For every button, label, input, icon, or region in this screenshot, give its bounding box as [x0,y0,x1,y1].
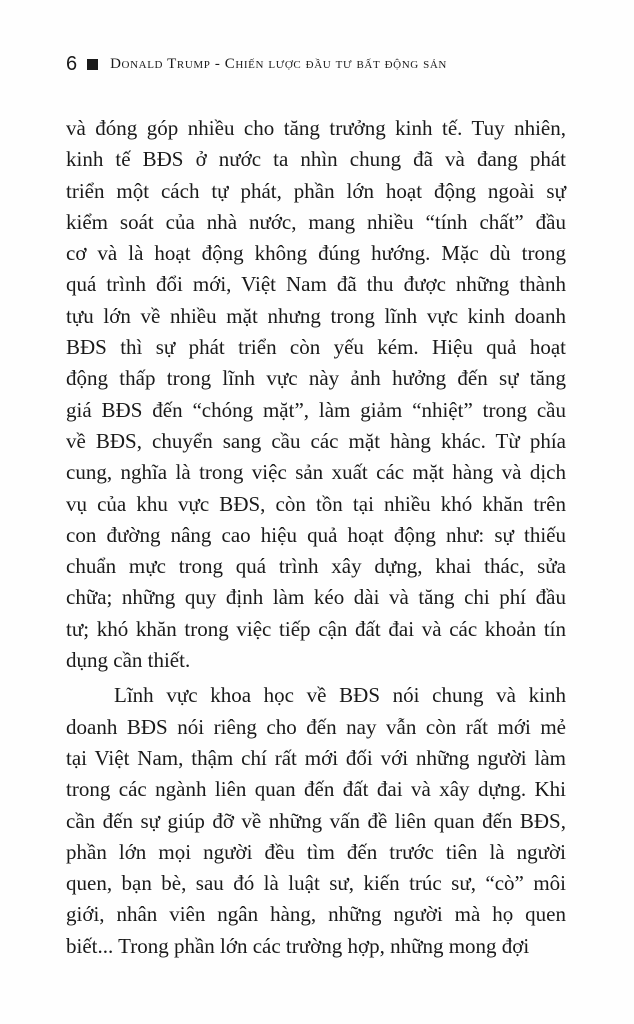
text-line: tựu lớn về nhiều mặt nhưng trong lĩnh vực kinh doanh [66,303,566,328]
text-line: phần lớn mọi người đều tìm đến trước tiên là người [66,839,566,864]
text-line: dụng cần thiết. [66,648,191,673]
text-line: biết... Trong phần lớn các trường hợp, những mong đợi [66,933,530,958]
text-line: giá BĐS đến “chóng mặt”, làm giảm “nhiệt” trong cầu [66,397,566,422]
paragraph-2 [66,680,566,962]
text-line: Lĩnh vực khoa học về BĐS nói chung và kinh [114,683,566,708]
running-title: Donald Trump - Chiến lược đầu tư bất động sản [110,56,447,72]
text-line: BĐS thì sự phát triển còn yếu kém. Hiệu quả hoạt [66,335,566,360]
text-line: cần đến sự giúp đỡ về những vấn đề liên quan đến BĐS, [66,808,566,833]
text-line: vụ của khu vực BĐS, còn tồn tại nhiều khó khăn trên [66,491,566,516]
text-line: triển một cách tự phát, phần lớn hoạt động ngoài sự [66,178,566,203]
text-line: quá trình đổi mới, Việt Nam đã thu được những thành [66,272,566,297]
running-header [66,52,447,76]
text-line: giới, nhân viên ngân hàng, những người mà họ quen [66,902,566,927]
text-line: kinh tế BĐS ở nước ta nhìn chung đã và đang phát [66,147,566,172]
text-line: doanh BĐS nói riêng cho đến nay vẫn còn rất mới mẻ [66,714,566,739]
text-line: chữa; những quy định làm kéo dài và tăng chi phí đầu [66,585,566,610]
body-text [66,113,566,962]
paragraph-1 [66,113,566,676]
page-number: 6 [66,53,78,75]
text-line: con đường nâng cao hiệu quả hoạt động như: sự thiếu [66,522,566,547]
text-line: và đóng góp nhiều cho tăng trưởng kinh tế. Tuy nhiên, [66,116,566,140]
text-line: tư; khó khăn trong việc tiếp cận đất đai và các khoản tín [66,616,566,641]
text-line: động thấp trong lĩnh vực này ảnh hưởng đến sự tăng [66,366,566,391]
text-line: cung, nghĩa là trong việc sản xuất các mặt hàng và dịch [66,460,566,485]
text-line: về BĐS, chuyển sang cầu các mặt hàng khác. Từ phía [66,428,566,453]
text-line: chuẩn mực trong quá trình xây dựng, khai thác, sửa [66,554,566,579]
text-line: trong các ngành liên quan đến đất đai và xây dựng. Khi [66,777,566,802]
text-line: kiểm soát của nhà nước, mang nhiều “tính chất” đầu [66,209,566,234]
text-line: cơ và là hoạt động không đúng hướng. Mặc dù trong [66,241,566,266]
square-bullet-icon [87,59,98,70]
text-line: tại Việt Nam, thậm chí rất mới đối với những người làm [66,745,566,770]
text-line: quen, bạn bè, sau đó là luật sư, kiến trúc sư, “cò” môi [66,871,566,896]
